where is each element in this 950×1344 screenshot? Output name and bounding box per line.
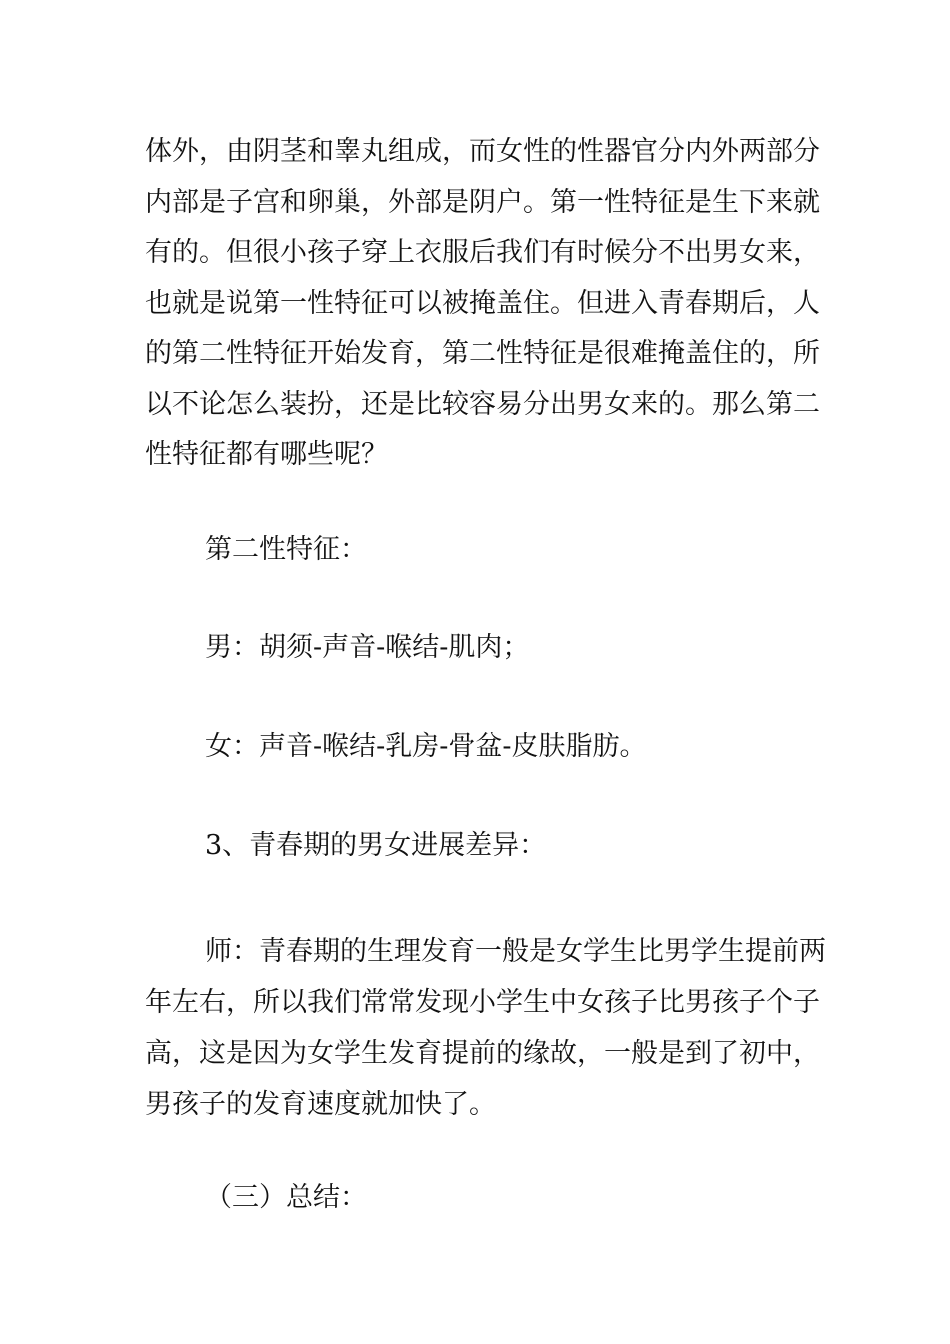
female-characteristics-line: 女：声音-喉结-乳房-骨盆-皮肤脂肪。: [205, 731, 647, 762]
secondary-characteristics-heading: 第二性特征：: [205, 534, 367, 565]
paragraph-line: 性特征都有哪些呢？: [145, 439, 388, 470]
paragraph-line: 的第二性特征开始发育，第二性特征是很难掩盖住的，所: [145, 338, 820, 369]
male-characteristics-line: 男：胡须-声音-喉结-肌肉；: [205, 632, 530, 663]
paragraph-line: 体外，由阴茎和睾丸组成，而女性的性器官分内外两部分: [145, 136, 820, 167]
summary-heading: （三）总结：: [205, 1182, 367, 1213]
paragraph-line: 有的。但很小孩子穿上衣服后我们有时候分不出男女来，: [145, 237, 820, 268]
paragraph-line: 内部是子宫和卵巢，外部是阴户。第一性特征是生下来就: [145, 186, 820, 218]
section-3-heading: 3、青春期的男女进展差异：: [205, 830, 547, 861]
paragraph-first-sex-characteristics: [145, 127, 820, 481]
paragraph-line: 以不论怎么装扮，还是比较容易分出男女来的。那么第二: [145, 388, 820, 420]
paragraph-line: 高，这是因为女学生发育提前的缘故，一般是到了初中，: [145, 1038, 820, 1069]
teacher-paragraph: [145, 926, 826, 1130]
paragraph-line: 年左右，所以我们常常发现小学生中女孩子比男孩子个子: [145, 987, 820, 1018]
paragraph-line: 也就是说第一性特征可以被掩盖住。但进入青春期后，人: [145, 287, 820, 319]
paragraph-line: 男孩子的发育速度就加快了。: [145, 1089, 496, 1120]
paragraph-line: 师：青春期的生理发育一般是女学生比男学生提前两: [205, 936, 826, 967]
